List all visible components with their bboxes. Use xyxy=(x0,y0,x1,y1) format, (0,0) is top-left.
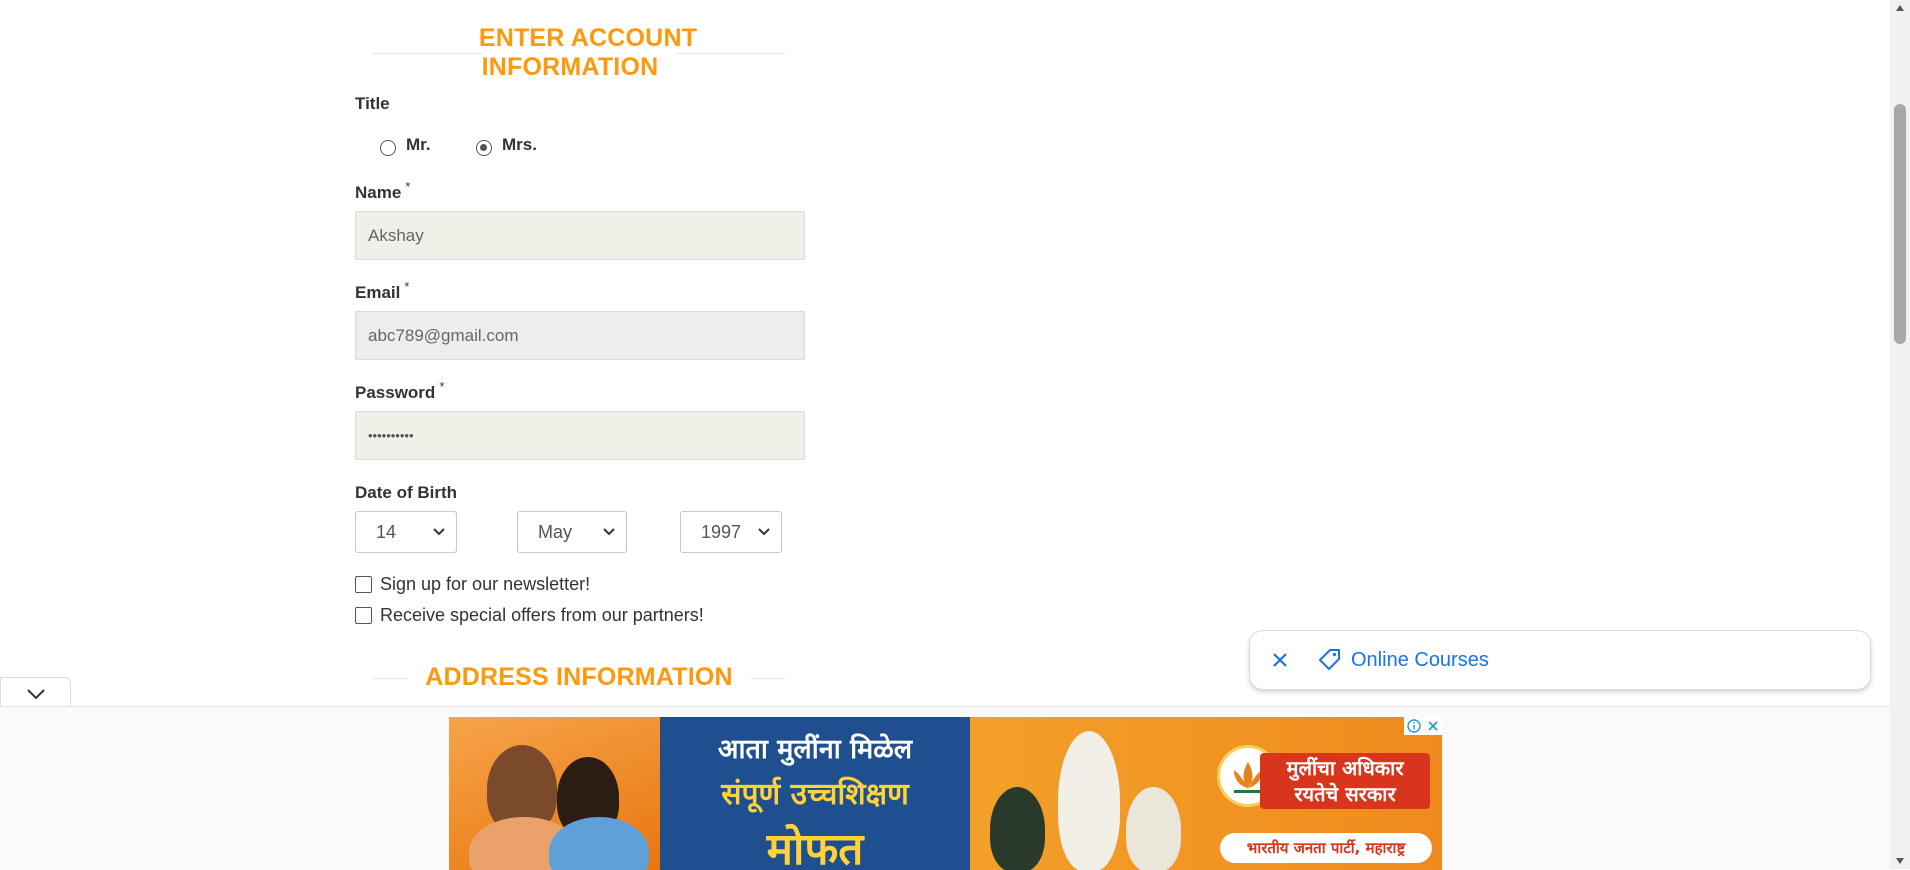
chevron-down-icon xyxy=(602,524,616,538)
email-input[interactable] xyxy=(355,311,805,360)
password-label xyxy=(355,379,445,403)
ad-line1: आता मुलींना मिळेल xyxy=(717,734,913,765)
title-radio-mr[interactable] xyxy=(380,135,431,156)
tag-icon xyxy=(1318,648,1342,672)
dob-month-value: May xyxy=(538,521,573,542)
name-label xyxy=(355,179,411,203)
ad-slogan-banner xyxy=(1260,753,1430,809)
person-silhouette xyxy=(990,787,1045,870)
account-section-title xyxy=(373,24,785,82)
ad-line3: मोफत xyxy=(766,824,864,870)
email-label xyxy=(355,279,410,303)
password-input[interactable] xyxy=(355,411,805,460)
email-input-value: abc789@gmail.com xyxy=(368,325,519,345)
chevron-down-icon xyxy=(432,524,446,538)
advertisement-banner[interactable] xyxy=(449,717,1442,870)
ad-collapse-tab[interactable] xyxy=(0,677,71,707)
dob-label: Date of Birth xyxy=(355,483,457,502)
newsletter-checkbox-row[interactable] xyxy=(355,574,590,595)
required-mark: * xyxy=(405,179,411,194)
ad-line2: संपूर्ण उच्चशिक्षण xyxy=(721,777,909,812)
online-courses-chip[interactable] xyxy=(1249,630,1871,690)
banner-line2: रयतेचे सरकार xyxy=(1294,782,1396,806)
page-scrollbar[interactable] xyxy=(1890,0,1910,869)
newsletter-checkbox[interactable] xyxy=(355,576,372,593)
chevron-down-icon xyxy=(25,687,47,701)
radio-mr-label: Mr. xyxy=(406,135,431,154)
radio-mr-input[interactable] xyxy=(380,140,396,156)
account-section-title-text: ENTER ACCOUNT INFORMATION xyxy=(461,24,697,81)
ad-text-panel xyxy=(660,717,970,870)
chevron-down-icon xyxy=(757,524,771,538)
email-label-text: Email xyxy=(355,283,401,302)
newsletter-label: Sign up for our newsletter! xyxy=(380,574,591,594)
dob-day-value: 14 xyxy=(376,521,397,542)
address-section-title-text: ADDRESS INFORMATION xyxy=(407,663,751,691)
required-mark: * xyxy=(439,379,445,394)
title-radio-mrs[interactable] xyxy=(476,135,537,156)
offers-checkbox[interactable] xyxy=(355,607,372,624)
party-name: भारतीय जनता पार्टी, महाराष्ट्र xyxy=(1220,833,1432,863)
scroll-down-arrow-icon[interactable] xyxy=(1895,857,1905,865)
name-input-value: Akshay xyxy=(368,225,424,245)
password-input-value: •••••••••• xyxy=(368,428,414,443)
chip-label[interactable]: Online Courses xyxy=(1351,649,1489,671)
radio-mrs-input[interactable] xyxy=(476,140,492,156)
offers-checkbox-row[interactable] xyxy=(355,605,704,626)
scrollbar-thumb[interactable] xyxy=(1894,104,1906,344)
name-input[interactable] xyxy=(355,211,805,260)
dob-day-select[interactable] xyxy=(355,511,457,553)
banner-line1: मुलींचा अधिकार xyxy=(1286,756,1404,780)
ad-photo-right xyxy=(970,717,1442,870)
password-label-text: Password xyxy=(355,383,436,402)
dob-year-select[interactable] xyxy=(680,511,782,553)
name-label-text: Name xyxy=(355,183,402,202)
required-mark: * xyxy=(404,279,410,294)
person-silhouette xyxy=(1058,731,1120,870)
close-icon[interactable] xyxy=(1270,650,1290,670)
dob-year-value: 1997 xyxy=(701,521,742,542)
dob-month-select[interactable] xyxy=(517,511,627,553)
address-section-title xyxy=(373,663,785,692)
ad-photo-left xyxy=(449,717,660,870)
close-icon[interactable] xyxy=(1427,720,1439,732)
person-silhouette xyxy=(1126,787,1181,870)
scroll-up-arrow-icon[interactable] xyxy=(1895,4,1905,12)
title-label: Title xyxy=(355,94,390,113)
radio-mrs-label: Mrs. xyxy=(502,135,537,154)
offers-label: Receive special offers from our partners! xyxy=(380,605,704,625)
ad-choices[interactable] xyxy=(1404,717,1442,735)
ad-bar xyxy=(0,706,1890,870)
info-icon[interactable] xyxy=(1407,719,1421,733)
